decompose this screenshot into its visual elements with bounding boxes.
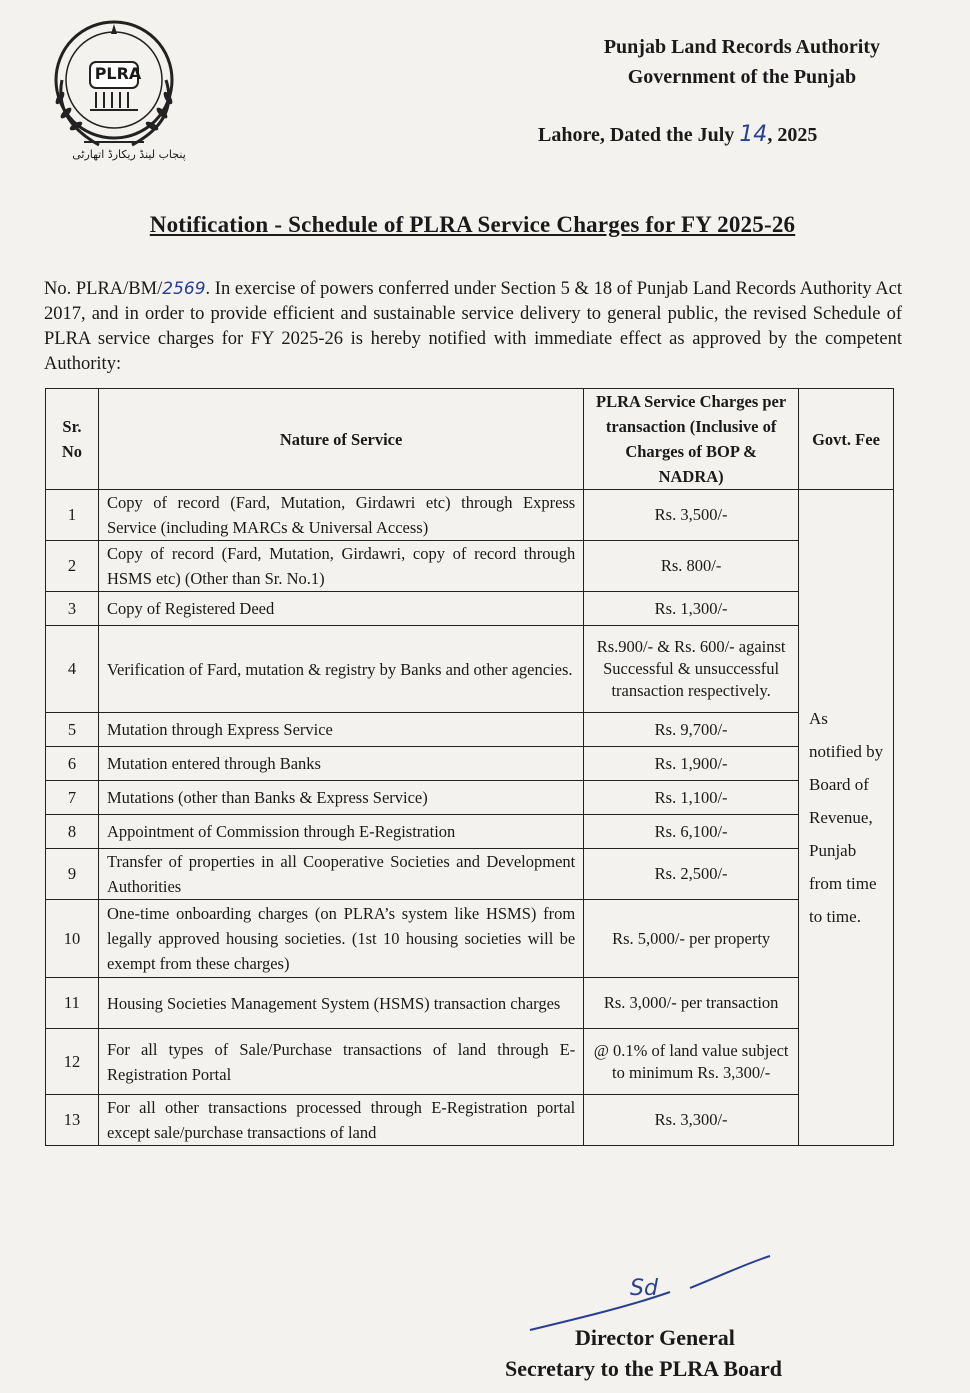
issuing-authority <box>604 32 880 92</box>
row-service: One-time onboarding charges (on PLRA’s system like HSMS) from legally approved housing societies. (1st 10 housing societies will be exempt from these charges) <box>98 900 583 978</box>
row-sr: 7 <box>46 781 99 815</box>
notification-title: Notification - Schedule of PLRA Service Charges for FY 2025-26 <box>149 212 796 237</box>
intro-paragraph <box>44 277 902 377</box>
row-sr: 8 <box>46 815 99 849</box>
row-service: Appointment of Commission through E-Registration <box>98 815 583 849</box>
table-header-row <box>46 389 894 490</box>
row-sr: 10 <box>46 900 99 978</box>
row-sr: 2 <box>46 541 99 592</box>
plra-logo <box>44 10 229 170</box>
row-charge: Rs. 3,000/- per transaction <box>584 978 799 1029</box>
date-suffix: , 2025 <box>767 124 818 146</box>
row-sr: 3 <box>46 592 99 626</box>
header-govt-fee: Govt. Fee <box>799 389 894 490</box>
row-sr: 9 <box>46 849 99 900</box>
row-service: Copy of Registered Deed <box>98 592 583 626</box>
row-service: For all types of Sale/Purchase transactions of land through E-Registration Portal <box>98 1029 583 1095</box>
authority-name: Punjab Land Records Authority <box>603 36 880 58</box>
row-service: Transfer of properties in all Cooperative Societies and Development Authorities <box>98 849 583 900</box>
row-service: Copy of record (Fard, Mutation, Girdawri, copy of record through HSMS etc) (Other than Sr. No.1) <box>98 541 583 592</box>
row-charge: Rs. 6,100/- <box>584 815 799 849</box>
govt-fee-cell <box>799 490 894 1146</box>
plra-logo-urdu: پنجاب لینڈ ریکارڈ اتھارٹی <box>72 148 186 161</box>
intro-body: . In exercise of powers conferred under Section 5 & 18 of Punjab Land Records Authority Act 2017, and in order to provide efficient and sustainable service delivery to general public, the revised Schedule of PLRA service charges for FY 2025-26 is hereby notified with immediate effect as approved by the competent Authority: <box>44 279 903 374</box>
table-row <box>46 490 894 541</box>
row-sr: 13 <box>46 1095 99 1146</box>
row-charge: Rs. 3,500/- <box>584 490 799 541</box>
row-charge: Rs. 800/- <box>584 541 799 592</box>
row-charge: Rs. 5,000/- per property <box>584 900 799 978</box>
table-row <box>46 541 894 592</box>
service-charges-table <box>45 388 894 1146</box>
ref-number-handwritten: 2569 <box>162 279 206 299</box>
date-line <box>538 122 817 147</box>
table-row <box>46 592 894 626</box>
table-row <box>46 1095 894 1146</box>
signature-initials: Sd <box>630 1276 658 1301</box>
row-service: Mutation entered through Banks <box>98 747 583 781</box>
row-service: Housing Societies Management System (HSMS) transaction charges <box>98 978 583 1029</box>
row-sr: 1 <box>46 490 99 541</box>
row-sr: 5 <box>46 713 99 747</box>
table-row <box>46 815 894 849</box>
govt-fee-note: As notified by Board of Revenue, Punjab from time to time. <box>809 709 884 926</box>
row-sr: 12 <box>46 1029 99 1095</box>
date-prefix: Lahore, Dated the July <box>538 124 740 146</box>
table-row <box>46 626 894 713</box>
row-charge: Rs.900/- & Rs. 600/- against Successful & unsuccessful transaction respectively. <box>584 626 799 713</box>
row-charge: Rs. 2,500/- <box>584 849 799 900</box>
table-row <box>46 978 894 1029</box>
row-charge: Rs. 1,100/- <box>584 781 799 815</box>
row-sr: 6 <box>46 747 99 781</box>
row-sr: 11 <box>46 978 99 1029</box>
table-row <box>46 747 894 781</box>
row-service: Copy of record (Fard, Mutation, Girdawri etc) through Express Service (including MARCs & Universal Access) <box>98 490 583 541</box>
header-service-charges: PLRA Service Charges per transaction (Inclusive of Charges of BOP & NADRA) <box>584 389 799 490</box>
row-charge: Rs. 1,300/- <box>584 592 799 626</box>
table-row <box>46 900 894 978</box>
table-row <box>46 1029 894 1095</box>
row-service: Mutations (other than Banks & Express Service) <box>98 781 583 815</box>
table-row <box>46 713 894 747</box>
row-sr: 4 <box>46 626 99 713</box>
table-row <box>46 781 894 815</box>
date-day-handwritten: 14 <box>739 122 768 147</box>
row-charge: @ 0.1% of land value subject to minimum Rs. 3,300/- <box>584 1029 799 1095</box>
header-nature-of-service: Nature of Service <box>98 389 583 490</box>
government-name: Government of the Punjab <box>627 66 857 88</box>
row-charge: Rs. 3,300/- <box>584 1095 799 1146</box>
signatory-designation: Director General <box>575 1325 735 1350</box>
header-sr-no: Sr. No <box>46 389 99 490</box>
row-service: For all other transactions processed through E-Registration portal except sale/purchase transactions of land <box>98 1095 583 1146</box>
ref-prefix: No. PLRA/BM/ <box>44 279 163 299</box>
signatory-role: Secretary to the PLRA Board <box>505 1356 782 1381</box>
row-charge: Rs. 1,900/- <box>584 747 799 781</box>
row-service: Verification of Fard, mutation & registry by Banks and other agencies. <box>98 626 583 713</box>
plra-logo-label: PLRA <box>94 64 142 83</box>
table-row <box>46 849 894 900</box>
row-charge: Rs. 9,700/- <box>584 713 799 747</box>
row-service: Mutation through Express Service <box>98 713 583 747</box>
